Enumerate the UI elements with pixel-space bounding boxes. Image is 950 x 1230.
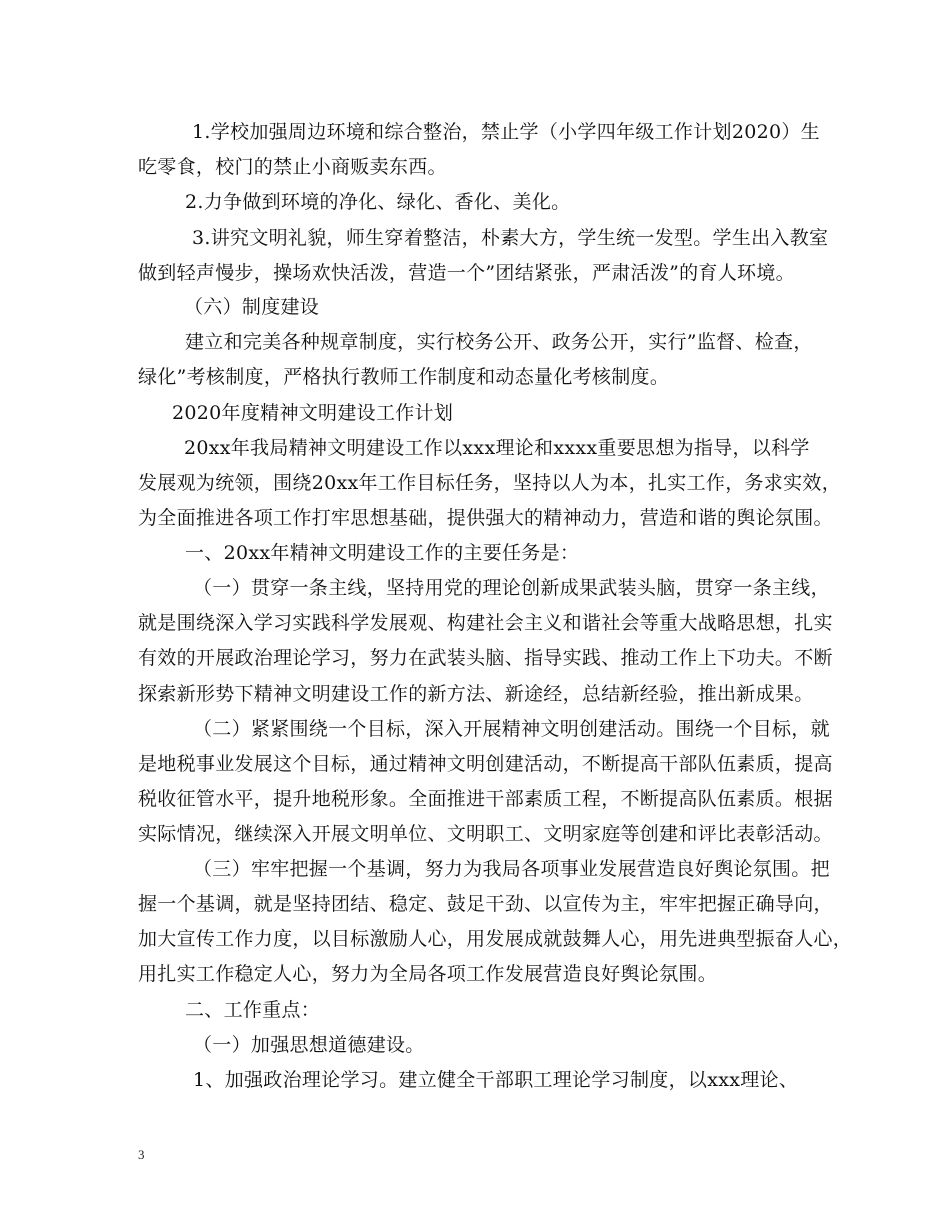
text-line-19: 是地税事业发展这个目标，通过精神文明创建活动，不断提高干部队伍素质，提高	[138, 753, 833, 775]
text-line-3: 2.力争做到环境的净化、绿化、香化、美化。	[185, 191, 571, 213]
text-line-16: 有效的开展政治理论学习，努力在武装头脑、指导实践、推动工作上下功夫。不断	[138, 647, 833, 669]
text-line-24: 加大宣传工作力度，以目标激励人心，用发展成就鼓舞人心，用先进典型振奋人心，	[138, 928, 853, 950]
section-heading-two: 二、工作重点：	[185, 999, 321, 1021]
text-line-11: 发展观为统领，围绕20xx年工作目标任务，坚持以人为本，扎实工作，务求实效，	[138, 472, 842, 494]
text-line-1: 1.学校加强周边环境和综合整治，禁止学（小学四年级工作计划2020）生	[192, 121, 820, 143]
text-line-8: 绿化”考核制度，严格执行教师工作制度和动态量化考核制度。	[138, 366, 670, 388]
text-line-5: 做到轻声慢步，操场欢快活泼，营造一个”团结紧张，严肃活泼”的育人环境。	[138, 262, 795, 284]
text-line-7: 建立和完美各种规章制度，实行校务公开、政务公开，实行”监督、检查，	[185, 331, 813, 353]
text-line-17: 探索新形势下精神文明建设工作的新方法、新途经，总结新经验，推出新成果。	[138, 683, 814, 705]
text-line-14: （一）贯穿一条主线，坚持用党的理论创新成果武装头脑，贯穿一条主线，	[193, 577, 830, 599]
text-line-18: （二）紧紧围绕一个目标，深入开展精神文明创建活动。围绕一个目标，就	[193, 718, 830, 740]
text-line-22: （三）牢牢把握一个基调，努力为我局各项事业发展营造良好舆论氛围。把	[193, 858, 830, 880]
text-line-12: 为全面推进各项工作打牢思想基础，提供强大的精神动力，营造和谐的舆论氛围。	[138, 507, 833, 529]
page-number: 3	[138, 1147, 145, 1162]
plan-title: 2020年度精神文明建设工作计划	[172, 402, 454, 424]
text-line-4: 3.讲究文明礼貌，师生穿着整洁，朴素大方，学生统一发型。学生出入教室	[192, 227, 829, 249]
section-heading-six: （六）制度建设	[184, 296, 320, 318]
text-line-15: 就是围绕深入学习实践科学发展观、构建社会主义和谐社会等重大战略思想，扎实	[138, 612, 833, 634]
subsection-heading: （一）加强思想道德建设。	[193, 1034, 425, 1056]
text-line-25: 用扎实工作稳定人心，努力为全局各项工作发展营造良好舆论氛围。	[138, 963, 718, 985]
text-line-28: 1、加强政治理论学习。建立健全干部职工理论学习制度，以xxx理论、	[193, 1069, 799, 1091]
text-line-2: 吃零食，校门的禁止小商贩卖东西。	[138, 156, 447, 178]
text-line-23: 握一个基调，就是坚持团结、稳定、鼓足干劲、以宣传为主，牢牢把握正确导向，	[138, 893, 833, 915]
text-line-10: 20xx年我局精神文明建设工作以xxx理论和xxxx重要思想为指导，以科学	[184, 437, 810, 459]
text-line-20: 税收征管水平，提升地税形象。全面推进干部素质工程，不断提高队伍素质。根据	[138, 788, 833, 810]
text-line-21: 实际情况，继续深入开展文明单位、文明职工、文明家庭等创建和评比表彰活动。	[138, 823, 833, 845]
section-heading-one: 一、20xx年精神文明建设工作的主要任务是：	[185, 542, 580, 564]
